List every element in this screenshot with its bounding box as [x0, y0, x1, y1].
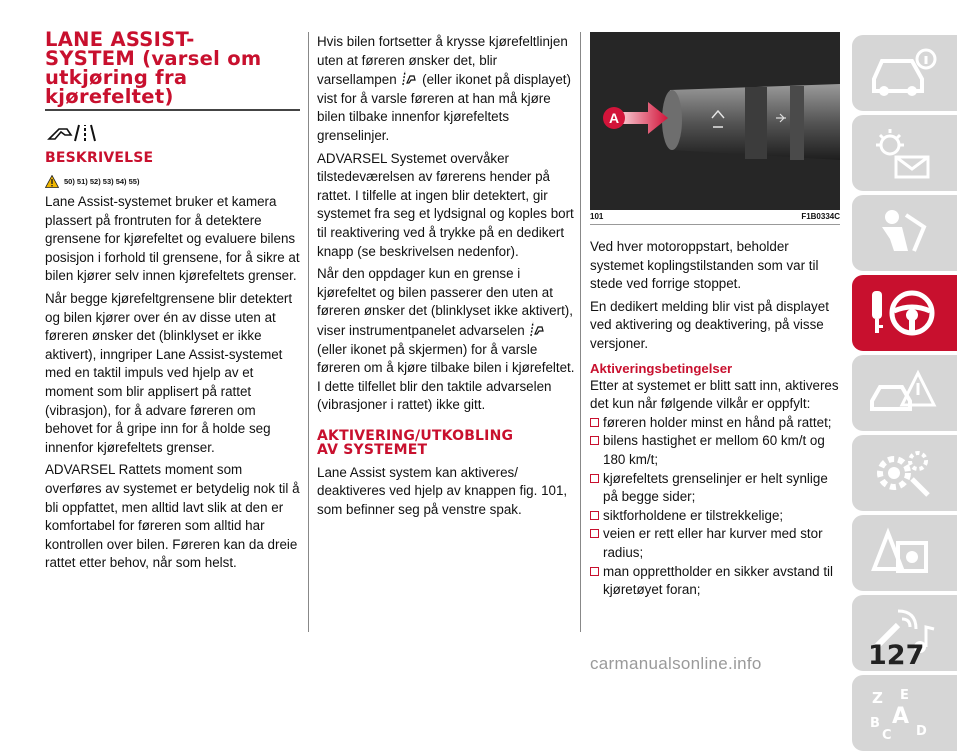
road-emergency-icon — [868, 365, 938, 421]
watermark: carmanualsonline.info — [590, 654, 762, 673]
figure-code: F1B0334C — [801, 212, 840, 221]
lane-warning-icon — [529, 321, 545, 337]
warning-refs-text: 50) 51) 52) 53) 54) 55) — [64, 177, 140, 186]
paragraph: ADVARSEL Rattets moment som overføres av systemet er betydelig nok til å bli oppfattet, men alltid lavt slik at den er komfortabel for føreren som alltid har kontrollen over bilen. Føreren kan da dreie rattet etter behov, når som helst. — [45, 462, 300, 571]
title-divider — [45, 109, 300, 111]
paragraph: En dedikert melding blir vist på displayet ved aktivering og deaktivering, på visse versjoner. — [590, 298, 829, 351]
caption-divider — [590, 224, 840, 225]
figure-101 — [590, 32, 840, 210]
list-item: føreren holder minst en hånd på rattet; — [590, 414, 840, 433]
tab-technical-data[interactable] — [852, 515, 957, 591]
paragraph: ADVARSEL Systemet overvåker tilstedeværelsen av førerens hender på rattet. I tilfelle at ingen blir detektert, gir systemet fra seg et lydsignal og koples bort til reaktivering ved å trykke på en dedikert knapp (se beskrivelsen nedenfor). — [317, 150, 574, 259]
tab-emergency[interactable] — [852, 355, 957, 431]
svg-text:C: C — [882, 728, 892, 741]
paragraph: Lane Assist-systemet bruker et kamera plassert på frontruten for å detektere grensene for kjørefeltet og evaluere bilens posisjon i forhold til grensene, for å sikre at bilen kjører selv innen kjørefeltets grenser. — [45, 194, 300, 284]
stalk-illustration — [590, 32, 840, 210]
paragraph: Når begge kjørefeltgrensene blir detektert og bilen kjører over én av disse uten at føreren ønsker det (blinklyset er ikke aktivert), inngriper Lane Assist-systemet med en taktil impuls ved hjelp av et moment som blir applisert på rattet (vibrasjon), for å advare føreren om behovet for å gripe inn for å holde seg innenfor kjørefeltets grenser. — [45, 290, 293, 455]
tab-index[interactable] — [852, 675, 957, 751]
heading-activation: AKTIVERING/UTKOBLING AV SYSTEMET — [317, 427, 514, 458]
column-right — [590, 238, 840, 600]
paragraph: Ved hver motoroppstart, beholder systemet koplingstilstanden som var til stede ved forrige stoppet. — [590, 239, 819, 292]
checkbox-bullet-icon — [590, 474, 599, 483]
paragraph-text: (eller ikonet på displayet) vist for å varsle føreren at han må kjøre bilen tilbake innenfor kjørefeltets grenselinjer. — [317, 72, 571, 143]
section-title: LANE ASSIST- SYSTEM (varsel om utkjøring fra kjørefeltet) — [45, 28, 262, 108]
paragraph-text: Når den oppdager kun en grense i kjørefeltet og bilen passerer den uten at føreren ønsker det (blinklyset ikke aktivert), viser instrumentpanelet advarselen — [317, 266, 573, 338]
list-item: bilens hastighet er mellom 60 km/t og 180 km/t; — [590, 432, 840, 469]
index-icon — [868, 685, 938, 741]
column-left — [45, 0, 300, 573]
heading-conditions: Aktiveringsbetingelser — [590, 360, 733, 376]
warning-triangle-icon — [45, 175, 59, 188]
column-middle — [317, 33, 575, 520]
svg-text:E: E — [900, 688, 909, 703]
list-item: kjørefeltets grenselinjer er helt synlige på begge sider; — [590, 470, 840, 507]
heading-description: BESKRIVELSE — [45, 150, 154, 166]
figure-label-a: A — [608, 110, 620, 126]
list-item: veien er rett eller har kurver med stor radius; — [590, 525, 840, 562]
list-item: siktforholdene er tilstrekkelige; — [590, 507, 840, 526]
paragraph-text: Hvis bilen fortsetter å krysse kjørefeltlinjen uten at føreren ønsker det, blir varsellampen — [317, 34, 568, 88]
svg-text:B: B — [870, 716, 880, 731]
paragraph — [317, 265, 575, 415]
tab-warning-lights[interactable] — [852, 115, 957, 191]
car-info-icon — [868, 45, 938, 101]
steering-wheel-key-icon — [868, 285, 938, 341]
svg-text:A: A — [892, 704, 910, 729]
figure-number: 101 — [590, 212, 604, 221]
warning-lights-icon — [868, 125, 938, 181]
paragraph: Etter at systemet er blitt satt inn, aktiveres det kun når følgende vilkår er oppfylt: — [590, 377, 839, 412]
lane-assist-icon — [45, 121, 300, 143]
figure-caption — [590, 212, 840, 221]
svg-text:Z: Z — [872, 689, 883, 707]
tab-starting-driving[interactable] — [852, 275, 957, 351]
tab-safety[interactable] — [852, 195, 957, 271]
list-item: man opprettholder en sikker avstand til kjøretøyet foran; — [590, 563, 840, 600]
page-number: 127 — [868, 640, 925, 671]
technical-data-icon — [868, 525, 938, 581]
paragraph: Lane Assist system kan aktiveres/ deaktiveres ved hjelp av knappen fig. 101, som befinner seg på venstre spak. — [317, 464, 568, 518]
svg-text:D: D — [916, 724, 927, 739]
maintenance-icon — [868, 445, 938, 501]
column-divider — [580, 32, 581, 632]
lane-warning-icon — [401, 70, 417, 86]
checkbox-bullet-icon — [590, 567, 599, 576]
checkbox-bullet-icon — [590, 529, 599, 538]
checkbox-bullet-icon — [590, 418, 599, 427]
warning-references — [45, 174, 300, 189]
checkbox-bullet-icon — [590, 511, 599, 520]
paragraph-text: (eller ikonet på skjermen) for å varsle føreren om å kjøre tilbake bilen i kjørefeltet. I dette tilfellet blir den taktile advarselen (vibrasjoner i rattet) ikke gitt. — [317, 341, 575, 413]
tab-maintenance[interactable] — [852, 435, 957, 511]
safety-airbag-icon — [868, 205, 938, 261]
tab-car-info[interactable] — [852, 35, 957, 111]
checkbox-bullet-icon — [590, 436, 599, 445]
paragraph — [317, 33, 575, 146]
column-divider — [308, 32, 309, 632]
